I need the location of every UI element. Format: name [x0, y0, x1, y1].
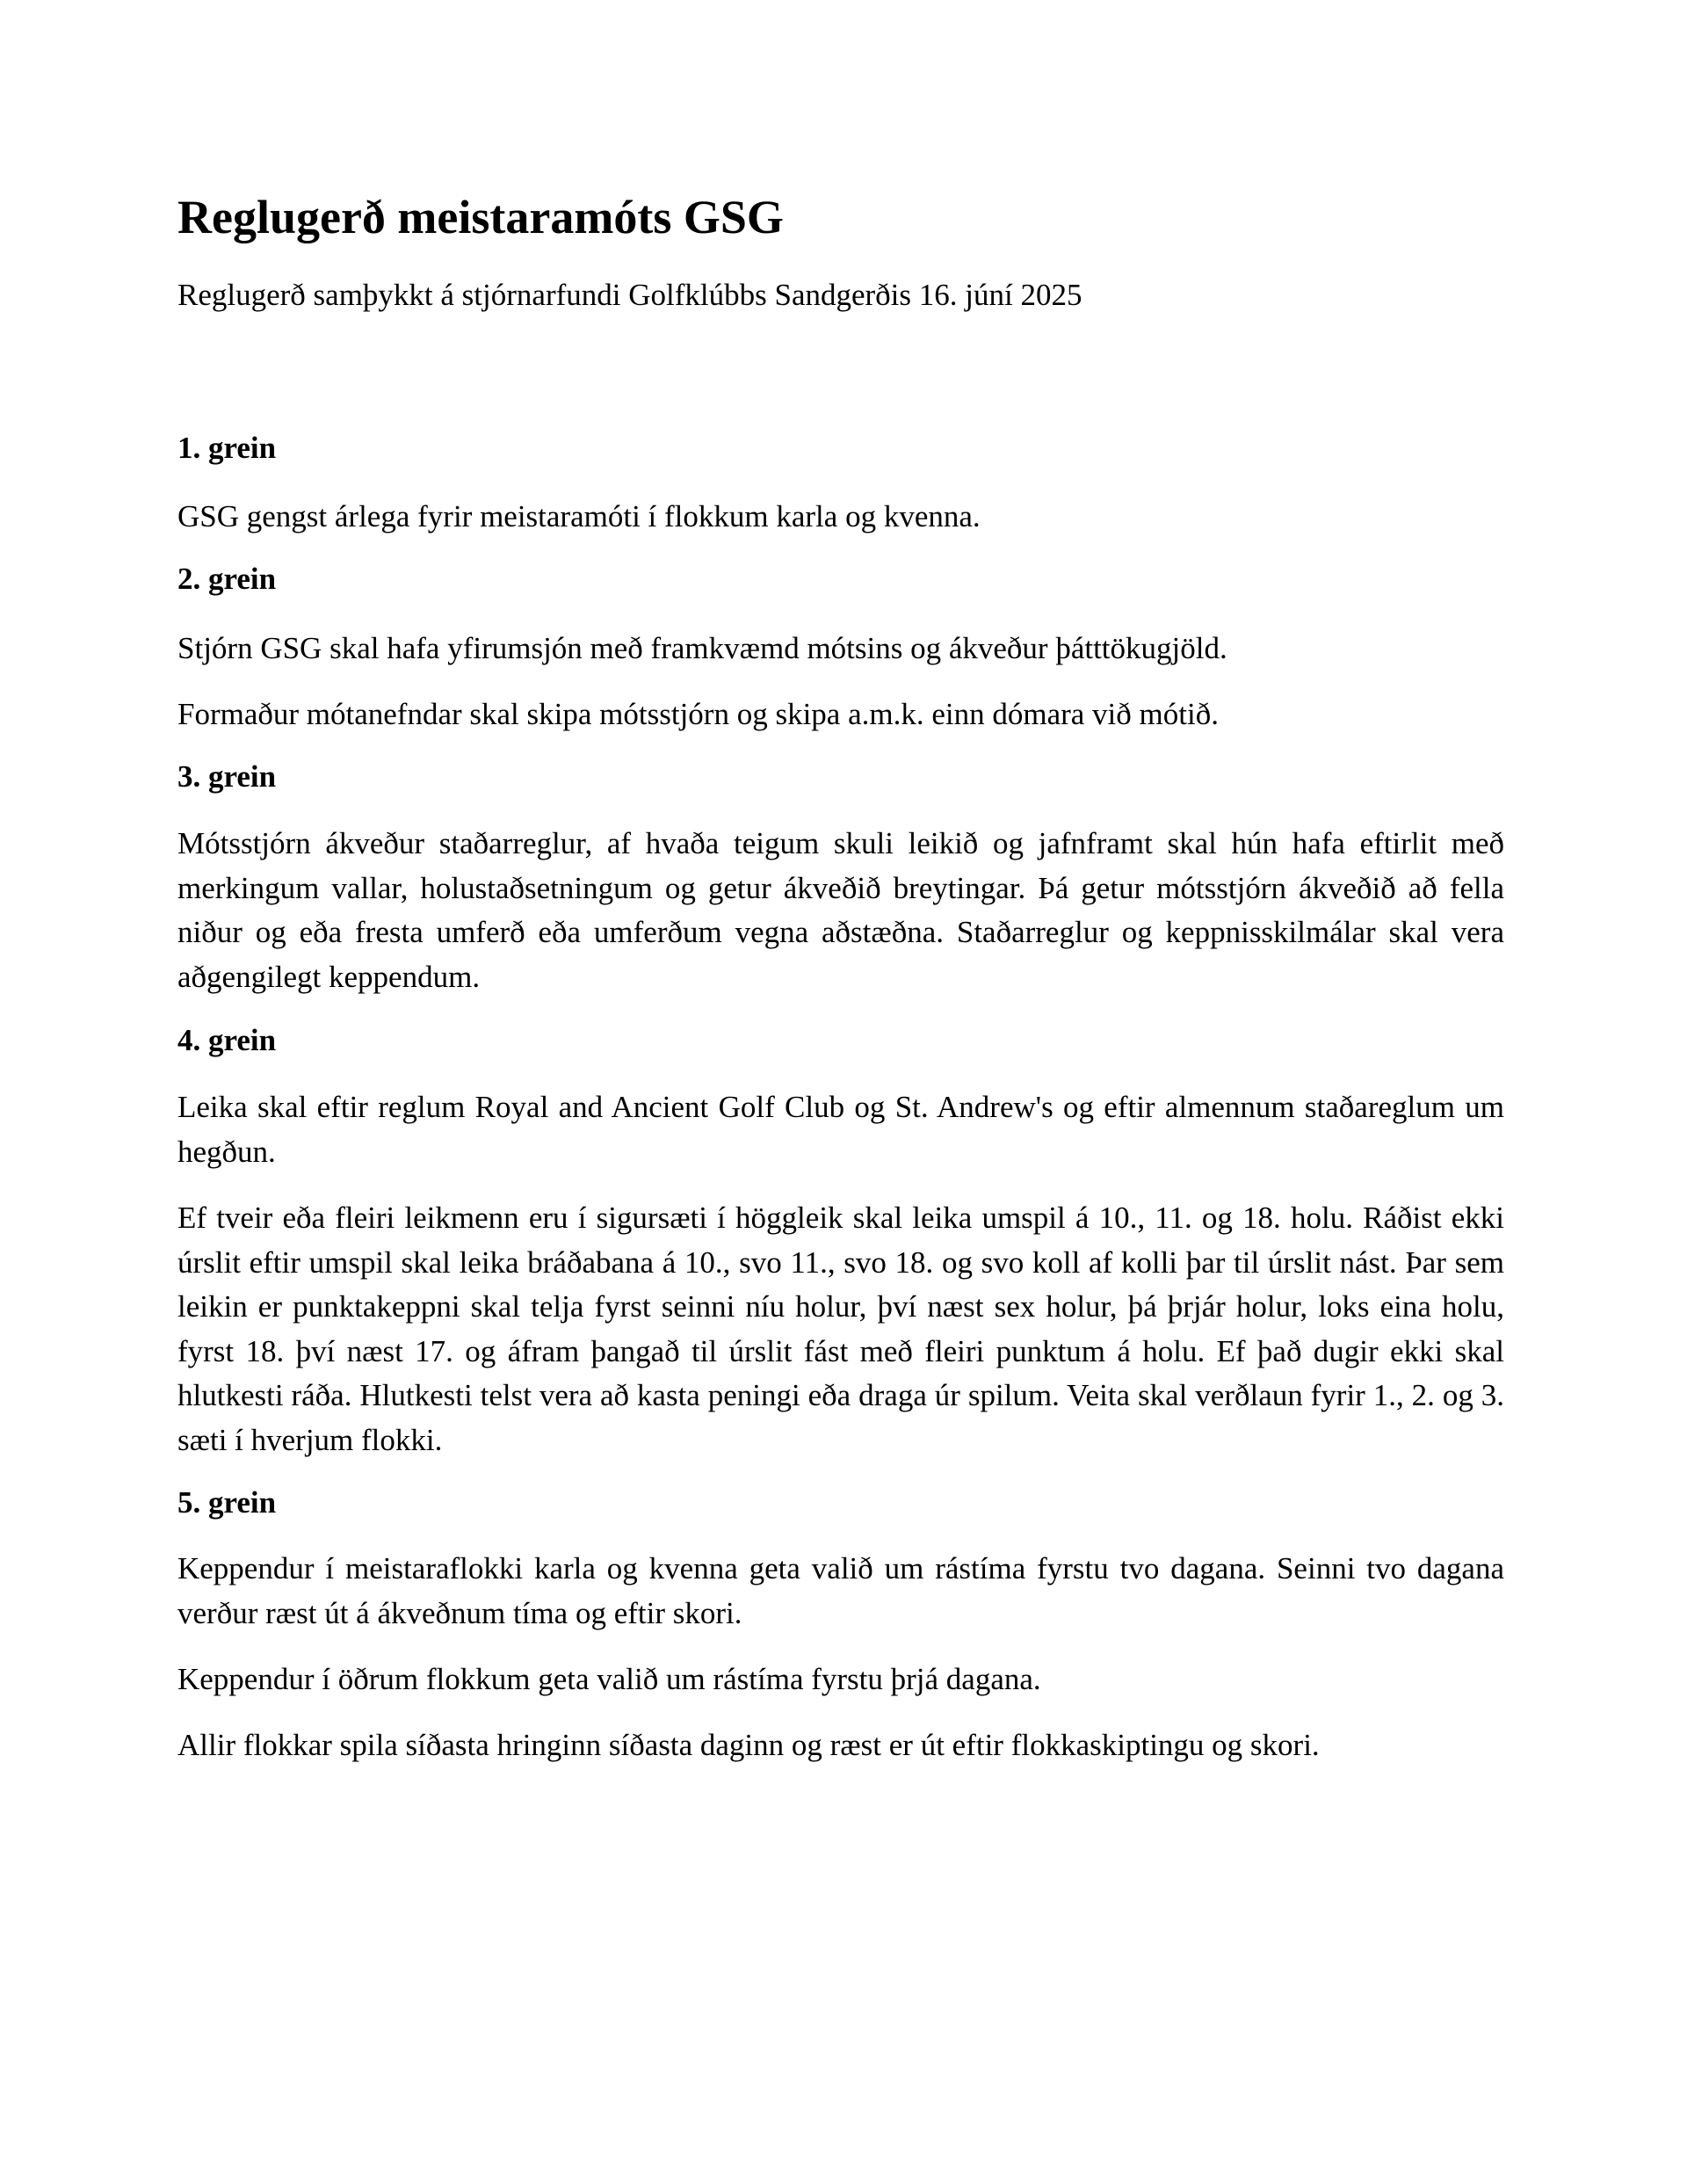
section-2-paragraph-1: Stjórn GSG skal hafa yfirumsjón með framkvæmd mótsins og ákveður þátttökugjöld. — [177, 631, 1227, 665]
section-1-paragraph-1: GSG gengst árlega fyrir meistaramóti í flokkum karla og kvenna. — [177, 499, 981, 533]
section-heading-1: 1. grein — [177, 431, 277, 465]
section-heading-2: 2. grein — [177, 562, 277, 596]
section-5-paragraph-3: Allir flokkar spila síðasta hringinn síðasta daginn og ræst er út eftir flokkaskiptingu og skori. — [177, 1728, 1320, 1762]
document-subtitle: Reglugerð samþykkt á stjórnarfundi Golfklúbbs Sandgerðis 16. júní 2025 — [177, 278, 1082, 312]
section-5-paragraph-2: Keppendur í öðrum flokkum geta valið um rástíma fyrstu þrjá dagana. — [177, 1662, 1041, 1696]
section-2-paragraph-2: Formaður mótanefndar skal skipa mótsstjórn og skipa a.m.k. einn dómara við mótið. — [177, 697, 1219, 731]
section-heading-5: 5. grein — [177, 1485, 277, 1520]
section-3-paragraph-1: Mótsstjórn ákveður staðarreglur, af hvaða teigum skuli leikið og jafnframt skal hún hafa eftirlit með merkingum vallar, holustaðsetningum og getur ákveðið breytingar. Þá getur mótsstjórn ákveðið að fella niður og eða fresta umferð eða umferðum vegna aðstæðna. Staðarreglur og keppnisskilmálar skal vera aðgengilegt keppendum. — [177, 826, 1504, 994]
section-5-paragraph-1: Keppendur í meistaraflokki karla og kvenna geta valið um rástíma fyrstu tvo dagana. Seinni tvo dagana verður ræst út á ákveðnum tíma og eftir skori. — [177, 1551, 1504, 1630]
section-heading-3: 3. grein — [177, 759, 277, 794]
section-4-paragraph-2: Ef tveir eða fleiri leikmenn eru í sigursæti í höggleik skal leika umspil á 10., 11. og 18. holu. Ráðist ekki úrslit eftir umspil skal leika bráðabana á 10., svo 11., svo 18. og svo koll af kolli þar til úrslit nást. Þar sem leikin er punktakeppni skal telja fyrst seinni níu holur, því næst sex holur, þá þrjár holur, loks eina holu, fyrst 18. því næst 17. og áfram þangað til úrslit fást með fleiri punktum á holu. Ef það dugir ekki skal hlutkesti ráða. Hlutkesti telst vera að kasta peningi eða draga úr spilum. Veita skal verðlaun fyrir 1., 2. og 3. sæti í hverjum flokki. — [177, 1201, 1504, 1457]
section-4-paragraph-1: Leika skal eftir reglum Royal and Ancient Golf Club og St. Andrew's og eftir almennum staðareglum um hegðun. — [177, 1090, 1504, 1169]
section-heading-4: 4. grein — [177, 1023, 277, 1057]
document-title: Reglugerð meistaramóts GSG — [177, 191, 784, 243]
